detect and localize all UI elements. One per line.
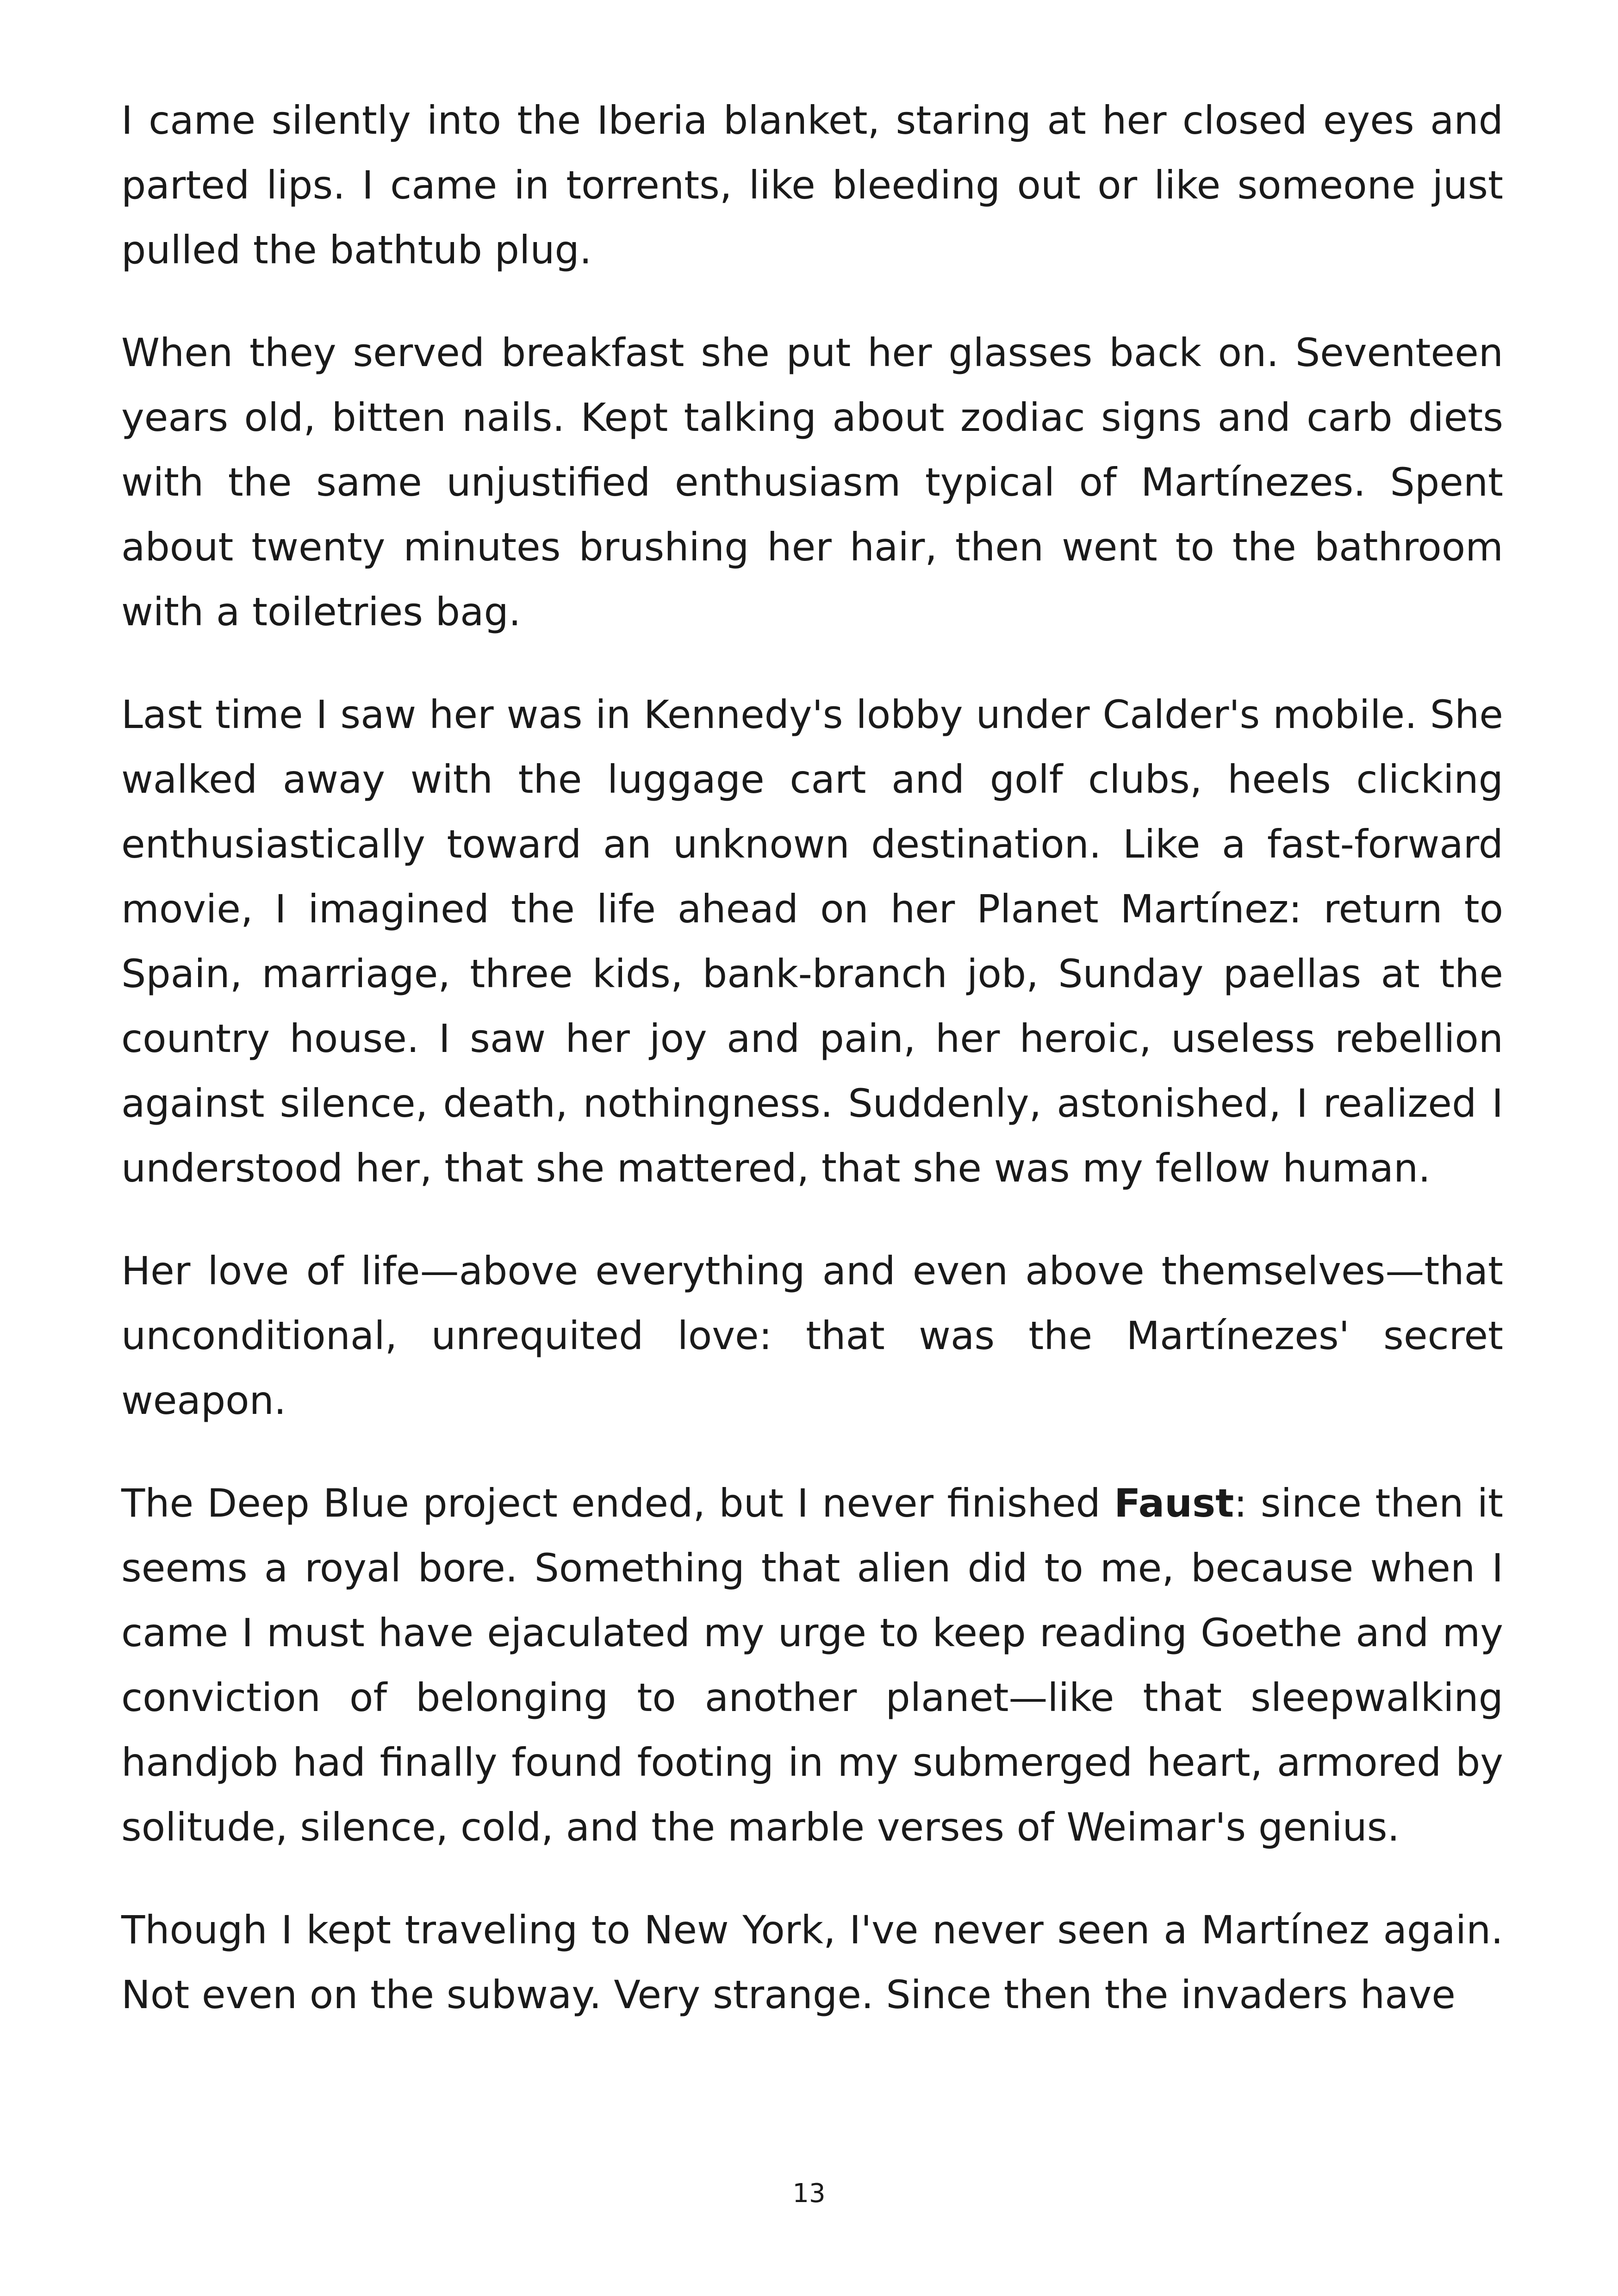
paragraph-5 bbox=[121, 1471, 1503, 1860]
body-text bbox=[121, 88, 1503, 2027]
paragraph-5-after: : since then it seems a royal bore. Something that alien did to me, because when I came I must have ejaculated my urge to keep reading Goethe and my conviction of belonging to another planet—like that sleepwalking handjob had finally found footing in my submerged heart, armored by solitude, silence, cold, and the marble verses of Weimar's genius. bbox=[121, 1481, 1503, 1850]
book-title-faust: Faust bbox=[1114, 1481, 1234, 1526]
paragraph-5-before: The Deep Blue project ended, but I never finished bbox=[121, 1481, 1114, 1526]
paragraph-4: Her love of life—above everything and even above themselves—that unconditional, unrequited love: that was the Martínezes' secret weapon. bbox=[121, 1248, 1503, 1423]
paragraph-2: When they served breakfast she put her glasses back on. Seventeen years old, bitten nails. Kept talking about zodiac signs and carb diets with the same unjustified enthusiasm typical of Martínezes. Spent about twenty minutes brushing her hair, then went to the bathroom with a toiletries bag. bbox=[121, 330, 1503, 635]
paragraph-6: Though I kept traveling to New York, I've never seen a Martínez again. Not even on the subway. Very strange. Since then the invaders have bbox=[121, 1907, 1503, 2017]
paragraph-3: Last time I saw her was in Kennedy's lobby under Calder's mobile. She walked away with the luggage cart and golf clubs, heels clicking enthusiastically toward an unknown destination. Like a fast-forward movie, I imagined the life ahead on her Planet Martínez: return to Spain, marriage, three kids, bank-branch job, Sunday paellas at the country house. I saw her joy and pain, her heroic, useless rebellion against silence, death, nothingness. Suddenly, astonished, I realized I understood her, that she mattered, that she was my fellow human. bbox=[121, 692, 1503, 1191]
paragraph-1: I came silently into the Iberia blanket, staring at her closed eyes and parted lips. I came in torrents, like bleeding out or like someone just pulled the bathtub plug. bbox=[121, 98, 1503, 273]
page-number: 13 bbox=[792, 2178, 826, 2209]
